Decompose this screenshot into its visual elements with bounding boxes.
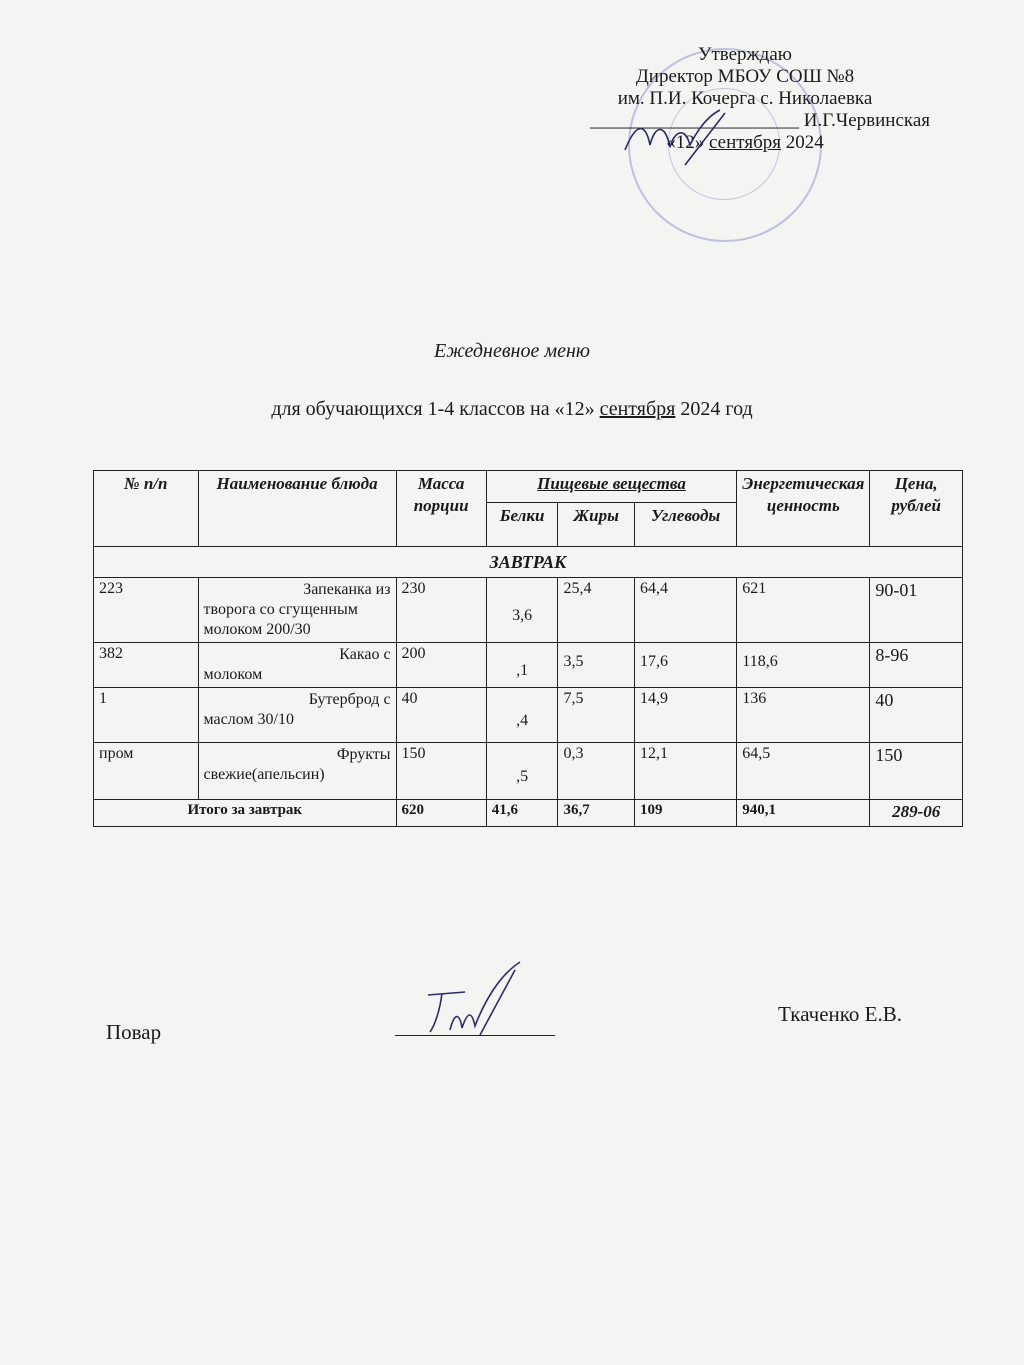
dish-name-part2: маслом 30/10 bbox=[203, 711, 294, 728]
total-protein: 41,6 bbox=[486, 800, 558, 827]
cell-fat: 7,5 bbox=[558, 688, 634, 743]
table-row bbox=[94, 688, 963, 743]
cell-num: 223 bbox=[94, 578, 199, 643]
menu-table bbox=[93, 470, 963, 827]
approval-heading: Утверждаю bbox=[698, 44, 792, 65]
cell-mass: 230 bbox=[396, 578, 486, 643]
subtitle-suffix: 2024 год bbox=[675, 398, 753, 420]
dish-name-part1: Запеканка из bbox=[303, 581, 391, 598]
dish-name-part2: свежие(апельсин) bbox=[203, 766, 325, 783]
document-subtitle bbox=[0, 398, 1024, 421]
dish-name-part1: Бутерброд с bbox=[308, 691, 391, 708]
cook-signature bbox=[420, 960, 540, 1040]
cell-price: 90-01 bbox=[870, 578, 963, 643]
section-breakfast: ЗАВТРАК bbox=[94, 547, 963, 578]
total-energy: 940,1 bbox=[737, 800, 870, 827]
cell-num: 1 bbox=[94, 688, 199, 743]
date-month: сентября bbox=[709, 132, 781, 153]
total-mass: 620 bbox=[396, 800, 486, 827]
cell-carbs: 64,4 bbox=[634, 578, 736, 643]
header-fat: Жиры bbox=[558, 503, 634, 547]
approval-school: им. П.И. Кочерга с. Николаевка bbox=[617, 88, 873, 109]
cell-price: 150 bbox=[870, 743, 963, 800]
table-row bbox=[94, 578, 963, 643]
cook-name: Ткаченко Е.В. bbox=[778, 1002, 903, 1026]
cook-role: Повар bbox=[106, 1020, 162, 1044]
cell-num: 382 bbox=[94, 643, 199, 688]
cell-energy: 64,5 bbox=[737, 743, 870, 800]
cell-fat: 25,4 bbox=[558, 578, 634, 643]
cell-price: 40 bbox=[870, 688, 963, 743]
cell-name bbox=[198, 688, 396, 743]
cell-carbs: 14,9 bbox=[634, 688, 736, 743]
header-num: № п/п bbox=[94, 471, 199, 547]
cell-name bbox=[198, 578, 396, 643]
cell-fat: 3,5 bbox=[558, 643, 634, 688]
total-label: Итого за завтрак bbox=[94, 800, 397, 827]
cell-carbs: 12,1 bbox=[634, 743, 736, 800]
table-row bbox=[94, 743, 963, 800]
cell-protein: ,5 bbox=[486, 743, 558, 800]
header-price: Цена, рублей bbox=[870, 471, 963, 547]
cell-mass: 40 bbox=[396, 688, 486, 743]
header-protein: Белки bbox=[486, 503, 558, 547]
header-carbs: Углеводы bbox=[634, 503, 736, 547]
cell-num: пром bbox=[94, 743, 199, 800]
dish-name-part2: молоком bbox=[203, 666, 263, 683]
cell-mass: 150 bbox=[396, 743, 486, 800]
cell-price: 8-96 bbox=[870, 643, 963, 688]
document-title: Ежедневное меню bbox=[434, 340, 590, 362]
table-row bbox=[94, 643, 963, 688]
director-signature bbox=[615, 105, 745, 175]
total-carbs: 109 bbox=[634, 800, 736, 827]
date-day: «12» bbox=[666, 132, 705, 153]
cell-energy: 118,6 bbox=[737, 643, 870, 688]
approval-signer: И.Г.Червинская bbox=[803, 110, 930, 131]
header-mass: Масса порции bbox=[396, 471, 486, 547]
header-nutrients: Пищевые вещества bbox=[486, 471, 737, 503]
header-name: Наименование блюда bbox=[198, 471, 396, 547]
cell-name bbox=[198, 743, 396, 800]
cell-name bbox=[198, 643, 396, 688]
cell-energy: 621 bbox=[737, 578, 870, 643]
total-fat: 36,7 bbox=[558, 800, 634, 827]
cell-protein: 3,6 bbox=[486, 578, 558, 643]
cell-carbs: 17,6 bbox=[634, 643, 736, 688]
approval-position: Директор МБОУ СОШ №8 bbox=[635, 66, 855, 87]
cell-fat: 0,3 bbox=[558, 743, 634, 800]
subtitle-month: сентября bbox=[599, 398, 676, 420]
cell-protein: ,1 bbox=[486, 643, 558, 688]
cell-energy: 136 bbox=[737, 688, 870, 743]
dish-name-part1: Какао с bbox=[339, 646, 391, 663]
date-year: 2024 bbox=[785, 132, 824, 153]
total-price: 289-06 bbox=[870, 800, 963, 827]
total-row bbox=[94, 800, 963, 827]
cell-mass: 200 bbox=[396, 643, 486, 688]
cell-protein: ,4 bbox=[486, 688, 558, 743]
subtitle-prefix: для обучающихся 1-4 классов на «12» bbox=[271, 398, 600, 420]
approval-signer-line: ______________________ И.Г.Червинская bbox=[590, 110, 930, 131]
dish-name-part1: Фрукты bbox=[336, 746, 391, 763]
dish-name-part2: творога со сгущенным молоком 200/30 bbox=[203, 601, 358, 638]
header-energy: Энергетическая ценность bbox=[737, 471, 870, 547]
